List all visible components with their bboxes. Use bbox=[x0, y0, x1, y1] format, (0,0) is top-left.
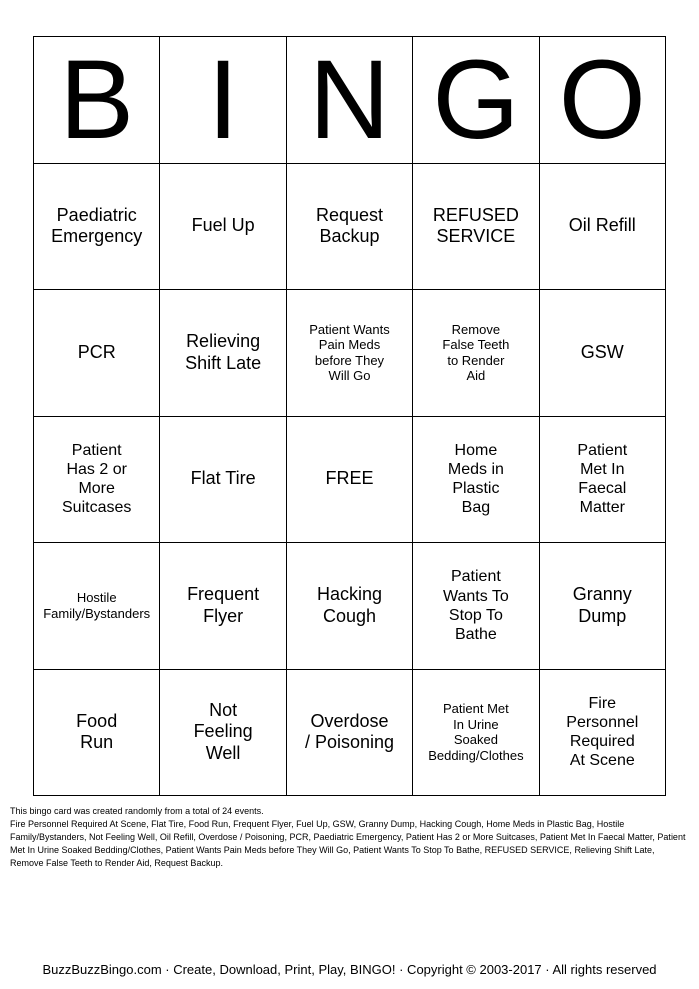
bingo-cell: Oil Refill bbox=[540, 164, 666, 291]
bingo-cell: Remove False Teeth to Render Aid bbox=[413, 290, 539, 417]
bingo-cell: Flat Tire bbox=[160, 417, 286, 544]
header-letter-o: O bbox=[540, 37, 666, 164]
bingo-cell: Patient Met In Urine Soaked Bedding/Clothes bbox=[413, 670, 539, 797]
bingo-cell: GSW bbox=[540, 290, 666, 417]
bingo-card bbox=[33, 36, 666, 796]
bingo-cell: Patient Wants Pain Meds before They Will Go bbox=[287, 290, 413, 417]
bingo-cell: Granny Dump bbox=[540, 543, 666, 670]
bingo-cell: Hacking Cough bbox=[287, 543, 413, 670]
header-letter-i: I bbox=[160, 37, 286, 164]
site-footer: BuzzBuzzBingo.com · Create, Download, Print, Play, BINGO! · Copyright © 2003-2017 · All rights reserved bbox=[42, 962, 657, 977]
bingo-cell: Paediatric Emergency bbox=[34, 164, 160, 291]
header-letter-b: B bbox=[34, 37, 160, 164]
bingo-cell: Not Feeling Well bbox=[160, 670, 286, 797]
events-summary: This bingo card was created randomly from a total of 24 events. bbox=[10, 806, 264, 816]
bingo-cell: Patient Has 2 or More Suitcases bbox=[34, 417, 160, 544]
bingo-cell: Request Backup bbox=[287, 164, 413, 291]
bingo-cell: REFUSED SERVICE bbox=[413, 164, 539, 291]
events-footnote bbox=[10, 805, 690, 870]
bingo-cell: Overdose / Poisoning bbox=[287, 670, 413, 797]
bingo-cell: Fire Personnel Required At Scene bbox=[540, 670, 666, 797]
bingo-cell-free: FREE bbox=[287, 417, 413, 544]
bingo-cell: Patient Met In Faecal Matter bbox=[540, 417, 666, 544]
bingo-cell: PCR bbox=[34, 290, 160, 417]
bingo-cell: Patient Wants To Stop To Bathe bbox=[413, 543, 539, 670]
bingo-cell: Hostile Family/Bystanders bbox=[34, 543, 160, 670]
header-letter-n: N bbox=[287, 37, 413, 164]
events-list: Fire Personnel Required At Scene, Flat Tire, Food Run, Frequent Flyer, Fuel Up, GSW, Granny Dump, Hacking Cough, Home Meds in Plastic Bag, Hostile Family/Bystanders, Not Feeling Well, Oil Refill, Overdose / Poisoning, PCR, Paediatric Emergency, Patient Has 2 or More Suitcases, Patient Met In Faecal Matter, Patient Met In Urine Soaked Bedding/Clothes, Patient Wants Pain Meds before They Will Go, Patient Wants To Stop To Bathe, REFUSED SERVICE, Relieving Shift Late, Remove False Teeth to Render Aid, Request Backup. bbox=[10, 819, 686, 869]
bingo-cell: Food Run bbox=[34, 670, 160, 797]
bingo-cell: Frequent Flyer bbox=[160, 543, 286, 670]
bingo-cell: Relieving Shift Late bbox=[160, 290, 286, 417]
bingo-cell: Fuel Up bbox=[160, 164, 286, 291]
bingo-cell: Home Meds in Plastic Bag bbox=[413, 417, 539, 544]
header-letter-g: G bbox=[413, 37, 539, 164]
